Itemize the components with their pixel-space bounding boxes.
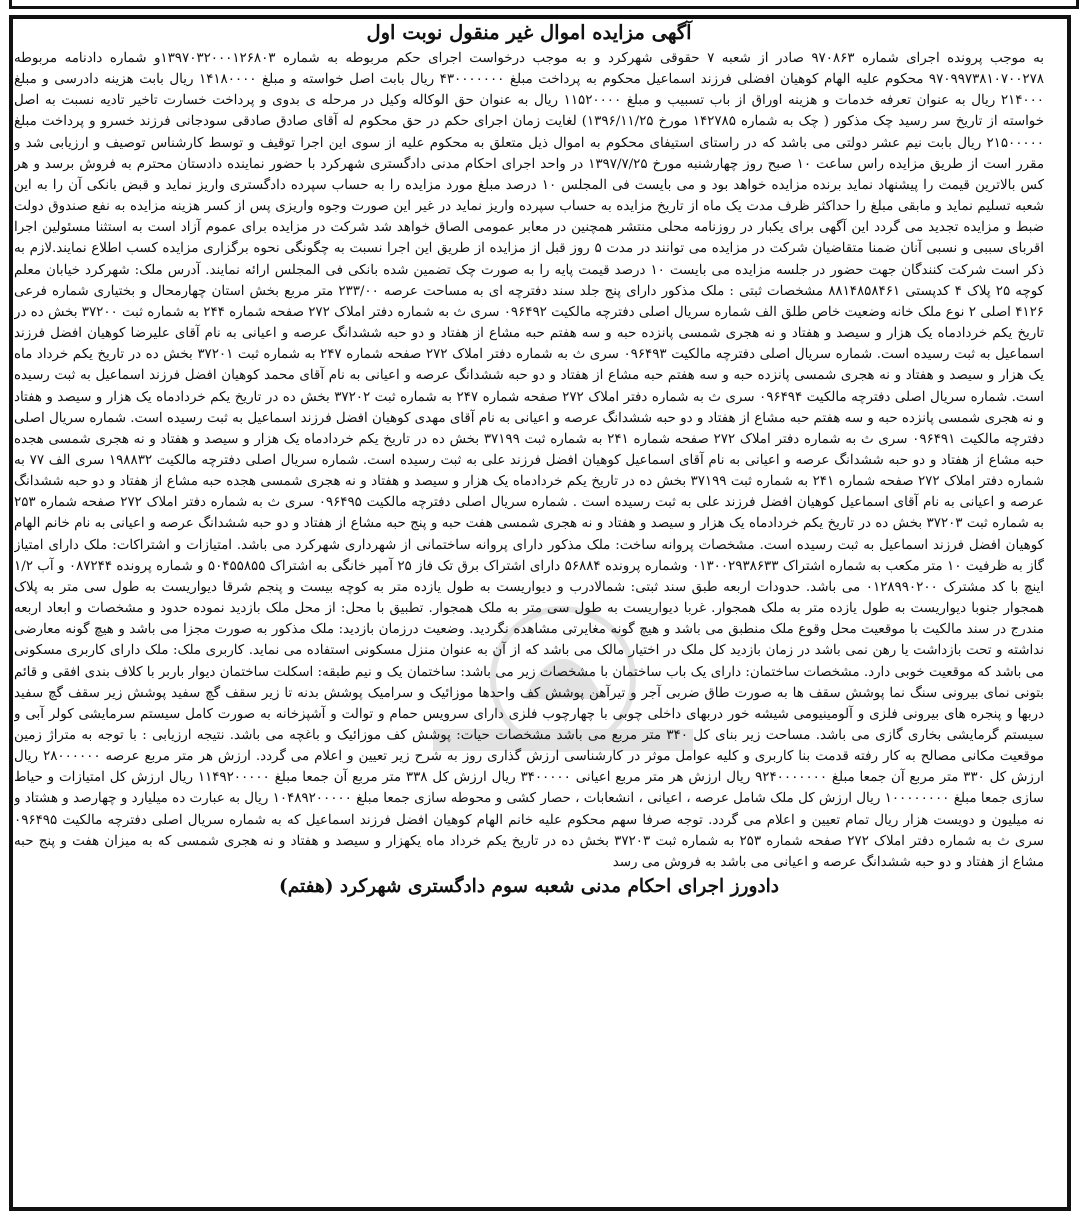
notice-body: به موجب پرونده اجرای شماره ۹۷۰۸۶۳ صادر از شعبه ۷ حقوقی شهرکرد و به موجب درخواست اجرای حکم مربوطه به شماره ۱۳۹۷۰۳۲۰۰۰۱۲۶۸۰۳و شماره دادنامه مربوطه ۹۷۰۹۹۷۳۸۱۰۷۰۰۲۷۸ محکوم علیه الهام کوهیان افضلی فرزند اسماعیل محکوم به پرداخت مبلغ ۴۳۰۰۰۰۰۰۰ ریال بابت اصل خواسته و مبلغ ۱۴۱۸۰۰۰۰ ریال بابت هزینه دادرسی و مبلغ ۲۱۴۰۰۰ ریال به عنوان تعرفه خدمات و هزینه اوراق از باب تسبیب و مبلغ ۱۱۵۲۰۰۰۰ ریال به عنوان حق الوکاله وکیل در مرحله ی بدوی و پرداخت خسارت تاخیر تادیه نسبت به اصل خواسته از تاریخ سر رسید چک مذکور ( چک به شماره ۱۴۲۷۸۵ مورخ ۱۳۹۶/۱۱/۲۵) لغایت زمان اجرای حکم در حق محکوم له آقای صادق صادقی سودجانی فرزند خسرو و پرداخت مبلغ ۲۱۵۰۰۰۰۰ ریال بابت نیم عشر دولتی می باشد که در راستای استیفای محکوم به اموال ذیل متعلق به محکوم علیه از سوی این اجرا توقیف و توسط کارشناس توصیف و ارزیابی شد و مقرر است از طریق مزایده راس ساعت ۱۰ صبح روز چهارشنبه مورخ ۱۳۹۷/۷/۲۵ در واحد اجرای احکام مدنی دادگستری شهرکرد با حضور نماینده دادستان محترم به فروش برسد و هر کس بالاترین قیمت را پیشنهاد نماید برنده مزایده خواهد بود و می بایست فی المجلس ۱۰ درصد مبلغ مورد مزایده را به حساب سپرده دادگستری واریز نماید و قبض بانکی آن را به این شعبه تسلیم نماید و مابقی مبلغ را حداکثر ظرف مدت یک ماه از تاریخ مزایده به حساب سپرده واریز نماید در غیر این صورت وجوه واریزی پس از کسر هزینه مزایده به نفع صندوق دولت ضبط و مزایده تجدید می گردد این آگهی برای یکبار در روزنامه محلی منتشر همچنین در معابر عمومی الصاق خواهد شد شرکت در مزایده برای عموم آزاد است به استثنا مسئولین اجرا اقربای سببی و نسبی آنان ضمنا متقاضیان شرکت در مزایده می توانند در مدت ۵ روز قبل از مزایده از طریق این اجرا نسبت به چگونگی نحوه برگزاری مزایده کسب اطلاع نمایند.لازم به ذکر است شرکت کنندگان جهت حضور در جلسه مزایده می بایست ۱۰ درصد قیمت پایه را به صورت چک تضمین شده بانکی فی المجلس ارائه نمایند. آدرس ملک: شهرکرد خیابان معلم کوچه ۲۵ پلاک ۴ کدپستی ۸۸۱۴۸۵۸۴۶۱ مشخصات ثبتی : ملک مذکور دارای پنج جلد سند دفترچه ای به مساحت عرصه ۲۳۳/۰۰ متر مربع بخش استان چهارمحال و بختیاری شماره فرعی ۴۱۲۶ اصلی ۲ نوع ملک خانه وضعیت خاص طلق الف شماره سریال اصلی دفترچه مالکیت ۰۹۶۴۹۲ سری ث به شماره دفتر املاک ۲۷۲ صفحه شماره ۲۴۴ به شماره ثبت ۳۷۲۰۰ بخش ده در تاریخ یکم خردادماه یک هزار و سیصد و هفتاد و نه هجری شمسی پانزده حبه و سه هفتم حبه مشاع از هفتاد و دو حبه ششدانگ عرصه و اعیانی به نام آقای علیرضا کوهیان افضل فرزند اسماعیل به ثبت رسیده است. شماره سریال اصلی دفترچه مالکیت ۰۹۶۴۹۳ سری ث به شماره دفتر املاک ۲۷۲ صفحه شماره ۲۴۷ به شماره ثبت ۳۷۲۰۱ بخش ده در تاریخ یکم خرداد ماه یک هزار و سیصد و هفتاد و نه هجری شمسی پانزده حبه و سه هفتم حبه مشاع از هفتاد و دو حبه ششدانگ عرصه و اعیانی به نام آقای محمد کوهیان افضل فرزند اسماعیل به ثبت رسیده است. شماره سریال اصلی دفترچه مالکیت ۰۹۶۴۹۴ سری ث به شماره دفتر املاک ۲۷۲ صفحه شماره ۲۴۷ به شماره ثبت ۳۷۲۰۲ بخش ده در تاریخ یکم خردادماه یک هزار و سیصد و هفتاد و نه هجری شمسی پانزده حبه و سه هفتم حبه مشاع از هفتاد و دو حبه ششدانگ عرصه و اعیانی به نام آقای مهدی کوهیان افضل فرزند اسماعیل به ثبت رسیده است. شماره سریال اصلی دفترچه مالکیت ۰۹۶۴۹۱ سری ث به شماره دفتر املاک ۲۷۲ صفحه شماره ۲۴۱ به شماره ثبت ۳۷۱۹۹ بخش ده در تاریخ یکم خردادماه یک هزار و سیصد و هفتاد و نه هجری شمسی هجده حبه مشاع از هفتاد و دو حبه ششدانگ عرصه و اعیانی به نام آقای اسماعیل کوهیان افضل فرزند علی به ثبت رسیده است. شماره سریال اصلی دفترچه مالکیت ۱۹۸۸۳۲ سری الف ۷۷ به شماره دفتر املاک ۲۷۲ صفحه شماره ۲۴۱ به شماره ثبت ۳۷۱۹۹ بخش ده در تاریخ یکم خردادماه یک هزار و سیصد و هفتاد و نه هجری شمسی هجده حبه مشاع از هفتاد و دو حبه ششدانگ عرصه و اعیانی به نام آقای اسماعیل کوهیان افضل فرزند علی به ثبت رسیده است . شماره سریال اصلی دفترچه مالکیت ۰۹۶۴۹۵ سری ث به شماره دفتر املاک ۲۷۲ صفحه شماره ۲۵۳ به شماره ثبت ۳۷۲۰۳ بخش ده در تاریخ یکم خردادماه یک هزار و سیصد و هفتاد و نه هجری شمسی هفت حبه و پنج حبه مشاع از هفتاد و دو حبه ششدانگ عرصه و اعیانی به نام خانم الهام کوهیان افضل فرزند اسماعیل به ثبت رسیده است. مشخصات پروانه ساخت: ملک مذکور دارای پروانه ساختمانی از شهرداری شهرکرد می باشد. امتیازات و اشتراکات: ملک دارای امتیاز گاز به ظرفیت ۱۰ متر مکعب به شماره اشتراک ۰۱۳۰۰۲۹۳۸۶۳۳ وشماره پرونده ۵۶۸۸۴ دارای اشتراک برق تک فاز ۲۵ آمپر خانگی به اشتراک ۵۰۴۵۵۸۵۵ و شماره پرونده ۰۸۷۲۴۴ و آب ۱/۲ اینچ با کد مشترک ۰۱۲۸۹۹۰۲۰۰ می باشد. حدودات اربعه طبق سند ثبتی: شمالادرب و دیواریست به طول یازده متر به کوچه بیست و پنجم شرقا دیواریست به طول سی متر به پلاک همجوار جنوبا دیواریست به طول یازده متر به ملک همجوار. غربا دیواریست به طول سی متر به ملک همجوار. تطبیق با محل: از محل ملک بازدید نموده حدود و مشخصات و ابعاد اربعه مندرج در سند مالکیت با موقعیت محل وقوع ملک منطبق می باشد و هیچ گونه مغایرتی مشاهده نگردید. وضعیت درزمان بازدید: ملک مذکور به صورت مجزا می باشد و هیچ گونه معارضی نداشته و تحت بازداشت یا رهن نمی باشد در زمان بازدید کل ملک در اختیار مالک می باشد که از آن به عنوان منزل مسکونی استفاده می نماید. کاربری ملک: ملک دارای کاربری مسکونی می باشد که موقعیت خوبی دارد. مشخصات ساختمان: دارای یک باب ساختمان با مشخصات زیر می باشد: ساختمان یک و نیم طبقه: اسکلت ساختمان دیوار باربر با کلاف بندی افقی و قائم بتونی نمای بیرونی سنگ نما پوشش سقف ها به صورت طاق ضربی آجر و تیرآهن پوشش کف واحدها موزائیک و سرامیک پوشش بدنه تا زیر سقف گچ سفید پوشش زیر سقف گچ سفید دربها و پنجره های بیرونی فلزی و آلومینیومی شیشه خور دربهای داخلی چوبی با چهارچوب فلزی دارای سرویس حمام و توالت و آشپزخانه به صورت کامل سیستم سرمایشی کولر آبی و سیستم گرمایشی بخاری گازی می باشد. مساحت زیر بنای کل ۳۴۰ متر مربع می باشد مشخصات حیات: پوشش کف موزائیک و باغچه می باشد. نتیجه ارزیابی : با توجه به متراژ زمین موقعیت مکانی مصالح به کار رفته قدمت بنا کاربری و کلیه عوامل موثر در کارشناسی ارزش گذاری روز به شرح زیر تعیین و اعلام می گردد. ارزش هر متر مربع عرصه ۲۸۰۰۰۰۰۰ ریال ارزش کل ۳۳۰ متر مربع آن جمعا مبلغ ۹۲۴۰۰۰۰۰۰۰ ریال ارزش هر متر مربع اعیانی ۳۴۰۰۰۰۰ ریال ارزش کل ۳۳۸ متر مربع آن جمعا مبلغ ۱۱۴۹۲۰۰۰۰۰ ریال ارزش کل امتیازات و حیاط سازی جمعا مبلغ ۱۰۰۰۰۰۰۰۰ ریال ارزش کل ملک شامل عرصه ، اعیانی ، انشعابات ، حصار کشی و محوطه سازی جمعا مبلغ ۱۰۴۸۹۲۰۰۰۰۰ ریال به عبارت ده میلیارد و چهارصد و هشتاد و نه میلیون و دویست هزار ریال تمام تعیین و اعلام می گردد. توجه صرفا سهم محکوم علیه خانم الهام کوهیان افضل فرزند اسماعیل که به شماره سریال اصلی دفترچه مالکیت ۰۹۶۴۹۵ سری ث به شماره دفتر املاک ۲۷۲ صفحه شماره ۲۵۳ به شماره ثبت ۳۷۲۰۳ بخش ده در تاریخ یکم خرداد ماه یکهزار و سیصد و هفتاد و نه هجری شمسی که به میزان هفت و پنج حبه مشاع از هفتاد و دو حبه ششدانگ عرصه و اعیانی می باشد به فروش می رسد (14, 51, 1044, 870)
notice-title: آگهی مزایده اموال غیر منقول نوبت اول (366, 21, 692, 44)
notice-signature: دادورز اجرای احکام مدنی شعبه سوم دادگستری شهرکرد (هفتم) (278, 876, 780, 898)
top-border-strip (9, 0, 1079, 9)
notice-content (14, 18, 1044, 1180)
